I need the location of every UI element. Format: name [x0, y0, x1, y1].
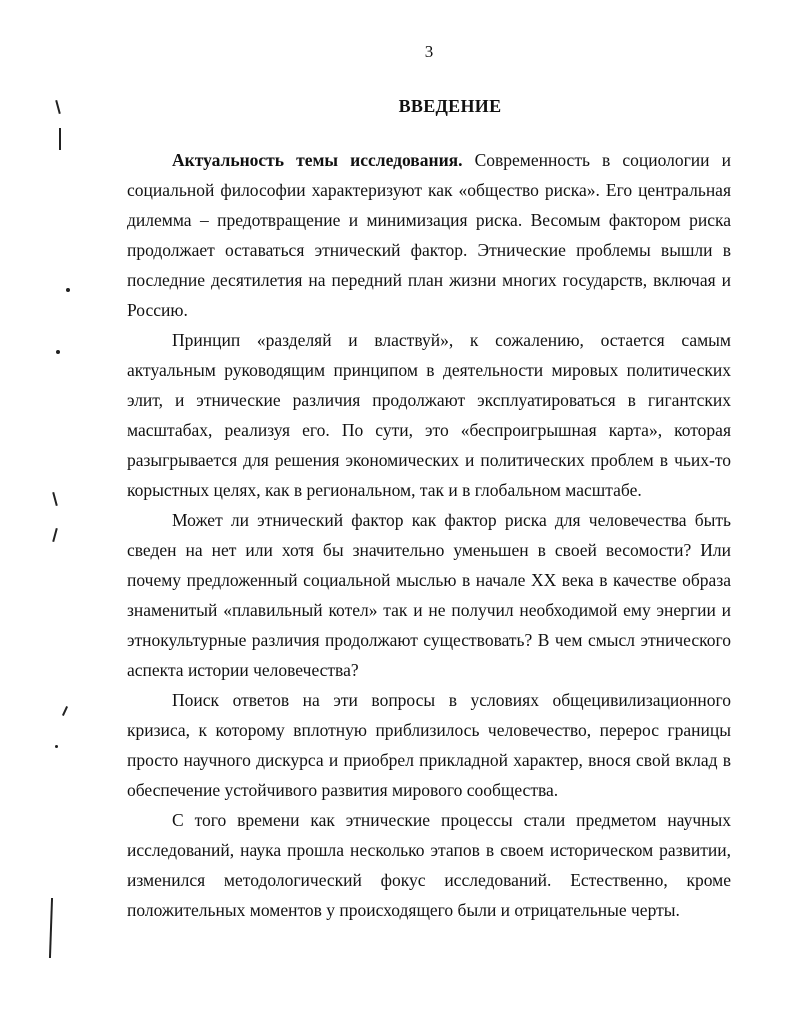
scan-mark — [52, 492, 58, 506]
scan-mark — [49, 898, 53, 958]
paragraph-2: Принцип «разделяй и властвуй», к сожалению, остается самым актуальным руководящим принципом в деятельности мировых политических элит, и этнические различия продолжают эксплуатироваться в гигантских масштабах, реализуя его. По сути, это «беспроигрышная карта», которая разыгрывается для решения экономических и политических проблем в чьих-то корыстных целях, как в региональном, так и в глобальном масштабе. — [127, 330, 731, 500]
scan-mark — [59, 128, 61, 150]
scan-mark — [55, 745, 58, 748]
section-heading: ВВЕДЕНИЕ — [398, 96, 502, 116]
paragraph-1-text: Современность в социологии и социальной философии характеризуют как «общество риска». Его центральная дилемма – предотвращение и минимизация риска. Весомым фактором риска продолжает оставаться этнический фактор. Этнические проблемы вышли в последние десятилетия на передний план жизни многих государств, включая и Россию. — [127, 150, 731, 320]
body-text — [127, 145, 731, 925]
page-number: 3 — [424, 42, 434, 61]
paragraph-3: Может ли этнический фактор как фактор риска для человечества быть сведен на нет или хотя бы значительно уменьшен в своей весомости? Или почему предложенный социальной мыслью в начале XX века в качестве образа знаменитый «плавильный котел» так и не получил необходимой ему энергии и этнокультурные различия продолжают существовать? В чем смысл этнического аспекта истории человечества? — [127, 510, 731, 680]
paragraph-lead: Актуальность темы исследования. — [172, 150, 463, 170]
scan-mark — [52, 528, 58, 542]
scan-mark — [66, 288, 70, 292]
paragraph-5: С того времени как этнические процессы стали предметом научных исследований, наука прошла несколько этапов в своем историческом развитии, изменился методологический фокус исследований. Естественно, кроме положительных моментов у происходящего были и отрицательные черты. — [127, 810, 731, 920]
scan-mark — [62, 706, 68, 716]
scan-mark — [56, 350, 60, 354]
paragraph-1 — [127, 145, 731, 325]
paragraph-4: Поиск ответов на эти вопросы в условиях общецивилизационного кризиса, к которому вплотную приблизилось человечество, перерос границы просто научного дискурса и приобрел прикладной характер, внося свой вклад в обеспечение устойчивого развития мирового сообщества. — [127, 690, 731, 800]
